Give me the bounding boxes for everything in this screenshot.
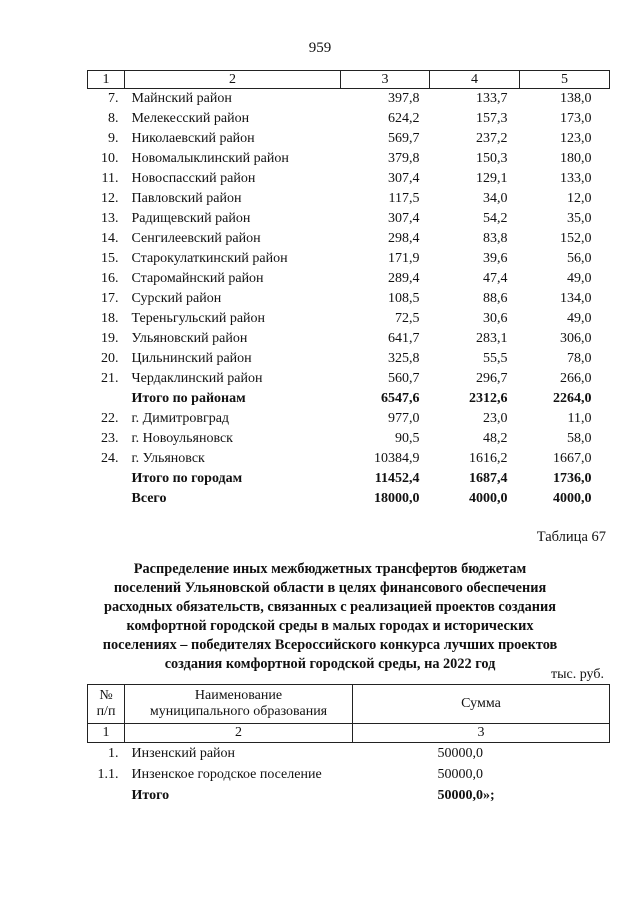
- row-value: 11,0: [567, 411, 592, 426]
- row-name: Новоспасский район: [131, 171, 256, 186]
- row-name: Инзенское городское поселение: [131, 767, 322, 782]
- heading-line: Распределение иных межбюджетных трансфертов бюджетам: [133, 561, 527, 577]
- row-value: 6547,6: [381, 391, 420, 406]
- row-number: [88, 389, 125, 409]
- table-row: [88, 349, 610, 369]
- row-value: 1736,0: [553, 471, 592, 486]
- table-row: [88, 189, 610, 209]
- row-number: 1.1.: [97, 767, 119, 782]
- row-number: 21.: [101, 371, 119, 386]
- table-row: [88, 289, 610, 309]
- column-number: 4: [430, 71, 520, 89]
- table-row: [88, 764, 610, 785]
- heading-line: поселений Ульяновской области в целях финансового обеспечения: [113, 580, 547, 596]
- table-row: [88, 489, 610, 509]
- row-value: 307,4: [388, 171, 420, 186]
- row-value: 307,4: [388, 211, 420, 226]
- row-value: 12,0: [567, 191, 592, 206]
- row-value: 47,4: [483, 271, 508, 286]
- row-number: 16.: [101, 271, 119, 286]
- row-number: [88, 469, 125, 489]
- row-number: 18.: [101, 311, 119, 326]
- row-value: 4000,0: [469, 491, 508, 506]
- header-text: муниципального образования: [149, 704, 328, 719]
- row-number: 19.: [101, 331, 119, 346]
- page-number: 959: [308, 40, 332, 56]
- row-name: г. Ульяновск: [131, 451, 205, 466]
- column-number: 3: [353, 724, 610, 743]
- row-name: Итого: [131, 788, 170, 803]
- header-number: [88, 685, 125, 724]
- row-number: [88, 489, 125, 509]
- table-label: Таблица 67: [536, 529, 606, 545]
- row-value: 49,0: [567, 311, 592, 326]
- table-row: [88, 209, 610, 229]
- header-text: №: [99, 688, 113, 703]
- row-value: 569,7: [388, 131, 420, 146]
- header-text: п/п: [96, 704, 116, 719]
- row-value: 117,5: [388, 191, 420, 206]
- row-value: 397,8: [388, 91, 420, 106]
- table-row: [88, 169, 610, 189]
- row-value: 39,6: [483, 251, 508, 266]
- row-value: 134,0: [560, 291, 592, 306]
- row-value: 108,5: [388, 291, 420, 306]
- row-value: 34,0: [483, 191, 508, 206]
- row-value: 11452,4: [374, 471, 420, 486]
- row-value: 35,0: [567, 211, 592, 226]
- row-number: 17.: [101, 291, 119, 306]
- column-number-row: [88, 724, 610, 743]
- column-number: 1: [88, 71, 125, 89]
- row-value: 237,2: [476, 131, 508, 146]
- table-row: [88, 785, 610, 806]
- row-number: 13.: [101, 211, 119, 226]
- header-row: [88, 685, 610, 724]
- row-number: 23.: [101, 431, 119, 446]
- row-name: г. Новоульяновск: [131, 431, 233, 446]
- row-value: 289,4: [388, 271, 420, 286]
- heading-line: поселениях – победителях Всероссийского конкурса лучших проектов: [102, 637, 558, 653]
- row-value: 173,0: [560, 111, 592, 126]
- row-value: 624,2: [388, 111, 420, 126]
- table-row: [88, 469, 610, 489]
- row-name: г. Димитровград: [131, 411, 230, 426]
- row-number: 10.: [101, 151, 119, 166]
- row-value: 48,2: [483, 431, 508, 446]
- row-value: 10384,9: [374, 451, 420, 466]
- table-row: [88, 429, 610, 449]
- row-value: 78,0: [567, 351, 592, 366]
- row-name: Павловский район: [131, 191, 242, 206]
- row-value: 4000,0: [553, 491, 592, 506]
- row-value: 1616,2: [469, 451, 508, 466]
- row-value: 641,7: [388, 331, 420, 346]
- row-value: 283,1: [476, 331, 508, 346]
- table-row: [88, 249, 610, 269]
- header-text: Наименование: [194, 688, 283, 703]
- heading-line: комфортной городской среды в малых городах и исторических: [126, 618, 534, 634]
- table-row: [88, 109, 610, 129]
- row-value: 298,4: [388, 231, 420, 246]
- row-name: Старомайнский район: [131, 271, 264, 286]
- row-value: 296,7: [476, 371, 508, 386]
- row-name: Ульяновский район: [131, 331, 248, 346]
- heading-line: создания комфортной городской среды, на 2022 год: [164, 656, 496, 672]
- row-number: 1.: [108, 746, 119, 761]
- row-value: 129,1: [476, 171, 508, 186]
- row-value: 325,8: [388, 351, 420, 366]
- row-name: Радищевский район: [131, 211, 251, 226]
- row-value: 977,0: [388, 411, 420, 426]
- row-value: 54,2: [483, 211, 508, 226]
- row-value: 133,0: [560, 171, 592, 186]
- table-row: [88, 149, 610, 169]
- row-number: 12.: [101, 191, 119, 206]
- row-name: Николаевский район: [131, 131, 255, 146]
- table-row: [88, 269, 610, 289]
- row-value: 2312,6: [469, 391, 508, 406]
- row-name: Майнский район: [131, 91, 232, 106]
- row-value: 150,3: [476, 151, 508, 166]
- row-number: 7.: [108, 91, 119, 106]
- column-number: 2: [125, 724, 353, 743]
- row-name: Итого по городам: [131, 471, 243, 486]
- table-row: [88, 129, 610, 149]
- row-value: 180,0: [560, 151, 592, 166]
- row-number: 11.: [101, 171, 119, 186]
- row-number: 22.: [101, 411, 119, 426]
- row-sum: 50000,0: [437, 767, 483, 782]
- row-number: 9.: [108, 131, 119, 146]
- row-number: 15.: [101, 251, 119, 266]
- row-number: 20.: [101, 351, 119, 366]
- table-row: [88, 409, 610, 429]
- row-value: 138,0: [560, 91, 592, 106]
- row-number: 24.: [101, 451, 119, 466]
- row-name: Инзенский район: [131, 746, 236, 761]
- row-value: 88,6: [483, 291, 508, 306]
- row-value: 90,5: [395, 431, 420, 446]
- row-number: [88, 785, 125, 806]
- row-sum: 50000,0»;: [437, 788, 495, 803]
- column-number-row: [88, 71, 610, 89]
- row-value: 18000,0: [374, 491, 420, 506]
- header-name: [125, 685, 353, 724]
- row-value: 2264,0: [553, 391, 592, 406]
- table-row: [88, 389, 610, 409]
- row-name: Сурский район: [131, 291, 222, 306]
- column-number: 2: [125, 71, 341, 89]
- row-value: 157,3: [476, 111, 508, 126]
- unit-label: тыс. руб.: [551, 667, 604, 682]
- row-value: 1687,4: [469, 471, 508, 486]
- row-value: 23,0: [483, 411, 508, 426]
- heading-line: расходных обязательств, связанных с реализацией проектов создания: [104, 599, 556, 615]
- row-value: 306,0: [560, 331, 592, 346]
- header-sum: Сумма: [353, 685, 610, 724]
- row-sum: 50000,0: [437, 746, 483, 761]
- table-row: [88, 743, 610, 765]
- column-number: 1: [88, 724, 125, 743]
- row-value: 72,5: [395, 311, 420, 326]
- row-name: Всего: [131, 491, 167, 506]
- row-name: Старокулаткинский район: [131, 251, 288, 266]
- column-number: 3: [341, 71, 430, 89]
- table-row: [88, 369, 610, 389]
- table-row: [88, 89, 610, 110]
- row-name: Тереньгульский район: [131, 311, 266, 326]
- row-value: 266,0: [560, 371, 592, 386]
- row-value: 56,0: [567, 251, 592, 266]
- table-row: [88, 229, 610, 249]
- row-name: Итого по районам: [131, 391, 246, 406]
- row-value: 55,5: [483, 351, 508, 366]
- table-row: [88, 329, 610, 349]
- row-value: 49,0: [567, 271, 592, 286]
- row-name: Новомалыклинский район: [131, 151, 289, 166]
- row-name: Цильнинский район: [131, 351, 252, 366]
- row-name: Сенгилеевский район: [131, 231, 261, 246]
- row-name: Чердаклинский район: [131, 371, 263, 386]
- row-value: 123,0: [560, 131, 592, 146]
- row-value: 152,0: [560, 231, 592, 246]
- row-value: 58,0: [567, 431, 592, 446]
- row-value: 560,7: [388, 371, 420, 386]
- district-allocation-table: [87, 70, 610, 509]
- row-number: 14.: [101, 231, 119, 246]
- row-value: 133,7: [476, 91, 508, 106]
- transfer-table: [87, 684, 610, 806]
- table-row: [88, 449, 610, 469]
- column-number: 5: [520, 71, 610, 89]
- row-value: 30,6: [483, 311, 508, 326]
- table-row: [88, 309, 610, 329]
- row-value: 1667,0: [553, 451, 592, 466]
- table-heading: [100, 560, 560, 674]
- row-value: 171,9: [388, 251, 420, 266]
- row-number: 8.: [108, 111, 119, 126]
- row-value: 379,8: [388, 151, 420, 166]
- row-value: 83,8: [483, 231, 508, 246]
- row-name: Мелекесский район: [131, 111, 250, 126]
